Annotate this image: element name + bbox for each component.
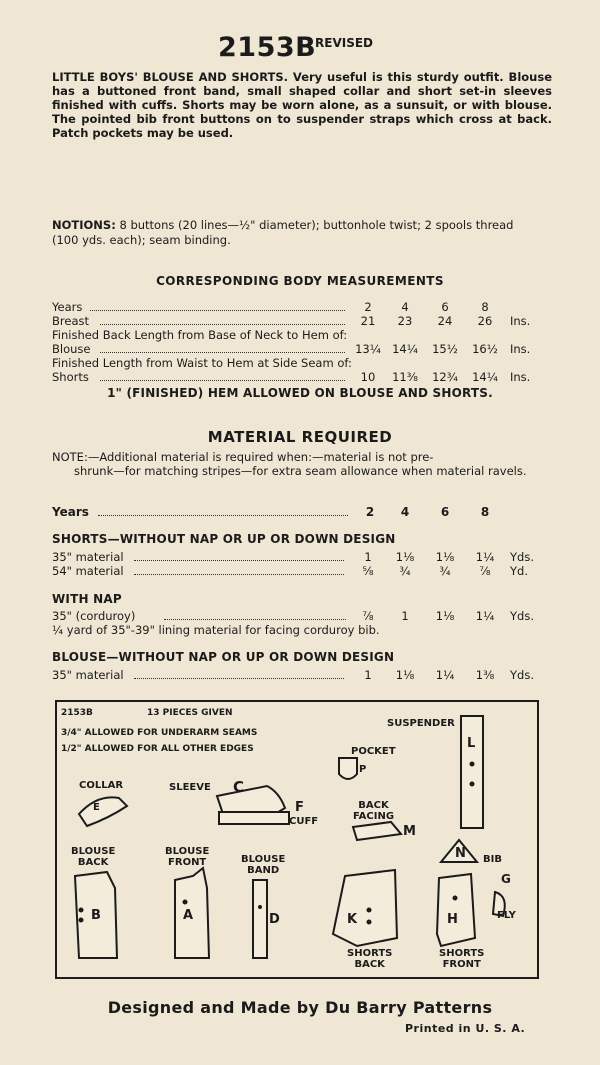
section-blouse-title: BLOUSE—WITHOUT NAP OR UP OR DOWN DESIGN — [52, 650, 395, 664]
letter-n: N — [455, 846, 466, 861]
value: ⅞ — [479, 564, 491, 578]
nap-note — [52, 623, 552, 637]
material-title: MATERIAL REQUIRED — [207, 428, 393, 446]
header — [0, 32, 600, 72]
material-row — [52, 550, 552, 564]
leader-dots — [100, 379, 345, 381]
value: 15½ — [432, 342, 458, 356]
pattern-pieces-diagram — [55, 700, 539, 979]
row-label: Years — [52, 300, 83, 314]
material-note-rest: shrunk—for matching stripes—for extra seam allowance when material ravels. — [74, 464, 527, 478]
pocket-piece — [339, 758, 357, 779]
value: 26 — [477, 314, 493, 328]
lining-note: ¼ yard of 35"-39" lining material for facing corduroy bib. — [52, 623, 380, 637]
leader-dots — [100, 351, 345, 353]
letter-l: L — [467, 736, 476, 751]
leader-dots — [164, 618, 346, 620]
measurements-title: CORRESPONDING BODY MEASUREMENTS — [156, 274, 444, 288]
subhead: Finished Back Length from Base of Neck to Hem of: — [52, 328, 348, 342]
material-row — [52, 668, 552, 682]
measure-row-shorts — [52, 370, 552, 384]
material-row — [52, 564, 552, 578]
value: 14¼ — [392, 342, 418, 356]
shorts-back-piece — [333, 870, 397, 946]
shorts-front-piece — [437, 874, 475, 946]
measurements-table — [52, 300, 552, 384]
row-label: 35" (corduroy) — [52, 609, 136, 623]
value: 23 — [397, 314, 413, 328]
pattern-description: LITTLE BOYS' BLOUSE AND SHORTS. Very useful is this sturdy outfit. Blouse has a buttoned front band, small shaped collar and short set-in sleeves finished with cuffs. Shorts may be worn alone, as a sunsuit, or with blouse. The pointed bib front buttons on to suspender straps which cross at back. Patch pockets may be used. — [52, 70, 552, 140]
leader-dots — [90, 309, 345, 311]
seam-allowance-2: 1/2" ALLOWED FOR ALL OTHER EDGES — [61, 744, 254, 754]
sleeve-label: SLEEVE — [169, 782, 211, 793]
value: ¾ — [439, 564, 451, 578]
revised-label: REVISED — [315, 36, 373, 50]
notions — [52, 218, 542, 248]
material-note-line1: NOTE:—Additional material is required when:—material is not pre- — [52, 450, 434, 464]
notions-text: 8 buttons (20 lines—½" diameter); buttonhole twist; 2 spools thread (100 yds. each); seam binding. — [52, 218, 514, 247]
fly-label: FLY — [497, 910, 516, 921]
row-label: 54" material — [52, 564, 124, 578]
bib-label: BIB — [483, 854, 502, 865]
value: ¾ — [399, 564, 411, 578]
value: 1¼ — [475, 609, 495, 623]
blouse-band-label: BLOUSE BAND — [241, 854, 286, 876]
measure-subhead-shorts — [52, 356, 552, 370]
value: 1⅛ — [395, 550, 415, 564]
blouse-back-label: BLOUSE BACK — [71, 846, 116, 868]
value: 16½ — [472, 342, 498, 356]
cuff-piece — [219, 812, 289, 824]
value: 1⅛ — [395, 668, 415, 682]
value: 1⅛ — [435, 609, 455, 623]
material-note — [52, 450, 540, 478]
value: 1 — [401, 609, 409, 623]
letter-b: B — [91, 908, 101, 923]
measure-subhead-blouse — [52, 328, 552, 342]
measure-row-years — [52, 300, 552, 314]
letter-p: P — [359, 764, 367, 775]
value: 6 — [441, 300, 449, 314]
collar-piece — [79, 797, 127, 826]
row-label: Breast — [52, 314, 89, 328]
section-shorts-title: SHORTS—WITHOUT NAP OR UP OR DOWN DESIGN — [52, 532, 396, 546]
value: 13¼ — [355, 342, 381, 356]
subhead: Finished Length from Waist to Hem at Side Seam of: — [52, 356, 352, 370]
row-label: Years — [52, 505, 89, 519]
blouse-band-piece — [253, 880, 267, 958]
unit: Yds. — [510, 609, 534, 623]
value: 11⅜ — [392, 370, 418, 384]
leader-dots — [98, 514, 348, 516]
notions-label: NOTIONS: — [52, 218, 116, 232]
measure-row-breast — [52, 314, 552, 328]
blouse-front-label: BLOUSE FRONT — [165, 846, 210, 868]
value: 1¼ — [475, 550, 495, 564]
leader-dots — [134, 559, 344, 561]
section-nap-title: WITH NAP — [52, 592, 122, 606]
pocket-label: POCKET — [351, 746, 396, 757]
unit: Yds. — [510, 668, 534, 682]
back-facing-piece — [353, 822, 401, 840]
letter-c: C — [233, 778, 245, 796]
value: 24 — [437, 314, 453, 328]
value: 14¼ — [472, 370, 498, 384]
value: 1 — [364, 550, 372, 564]
collar-label: COLLAR — [79, 780, 124, 791]
unit: Yds. — [510, 550, 534, 564]
shorts-front-label: SHORTS FRONT — [439, 948, 485, 970]
pieces-given: 13 PIECES GIVEN — [147, 708, 233, 718]
seam-allowance-1: 3/4" ALLOWED FOR UNDERARM SEAMS — [61, 728, 258, 738]
section-shorts-table — [52, 550, 552, 578]
letter-a: A — [183, 908, 194, 923]
value: 1 — [364, 668, 372, 682]
material-years-row — [52, 505, 552, 519]
value: ⅞ — [362, 609, 374, 623]
letter-h: H — [447, 912, 458, 927]
back-facing-label: BACK FACING — [353, 800, 395, 822]
row-label: 35" material — [52, 668, 124, 682]
value: 4 — [401, 300, 409, 314]
suspender-label: SUSPENDER — [387, 718, 455, 729]
section-nap-table — [52, 609, 552, 637]
sleeve-piece — [217, 786, 285, 814]
value: ⅝ — [362, 564, 374, 578]
printed-in: Printed in U. S. A. — [405, 1022, 526, 1035]
leader-dots — [134, 573, 344, 575]
leader-dots — [134, 677, 344, 679]
material-row — [52, 609, 552, 623]
value: 12¾ — [432, 370, 458, 384]
section-blouse-table — [52, 668, 552, 682]
measure-row-blouse — [52, 342, 552, 356]
value: 10 — [360, 370, 376, 384]
value: 6 — [440, 505, 450, 519]
shorts-back-label: SHORTS BACK — [347, 948, 393, 970]
cuff-label: CUFF — [289, 816, 319, 827]
value: 8 — [480, 505, 490, 519]
letter-e: E — [93, 802, 100, 813]
value: 1¼ — [435, 668, 455, 682]
letter-k: K — [347, 912, 358, 927]
unit: Ins. — [510, 370, 531, 384]
unit: Ins. — [510, 342, 531, 356]
unit: Yd. — [510, 564, 528, 578]
made-by: Designed and Made by Du Barry Patterns — [107, 998, 493, 1017]
unit: Ins. — [510, 314, 531, 328]
row-label: Blouse — [52, 342, 91, 356]
row-label: Shorts — [52, 370, 89, 384]
value: 2 — [365, 505, 375, 519]
suspender-piece — [461, 716, 483, 828]
value: 21 — [360, 314, 376, 328]
hem-note: 1" (FINISHED) HEM ALLOWED ON BLOUSE AND SHORTS. — [107, 386, 493, 400]
letter-g: G — [501, 872, 511, 886]
letter-f: F — [295, 800, 304, 815]
value: 2 — [364, 300, 372, 314]
letter-d: D — [269, 912, 280, 927]
pattern-number: 2153B — [218, 32, 317, 63]
row-label: 35" material — [52, 550, 124, 564]
leader-dots — [100, 323, 345, 325]
letter-m: M — [403, 824, 416, 839]
value: 8 — [481, 300, 489, 314]
diagram-number: 2153B — [61, 708, 93, 718]
value: 1⅜ — [475, 668, 495, 682]
value: 1⅛ — [435, 550, 455, 564]
value: 4 — [400, 505, 410, 519]
